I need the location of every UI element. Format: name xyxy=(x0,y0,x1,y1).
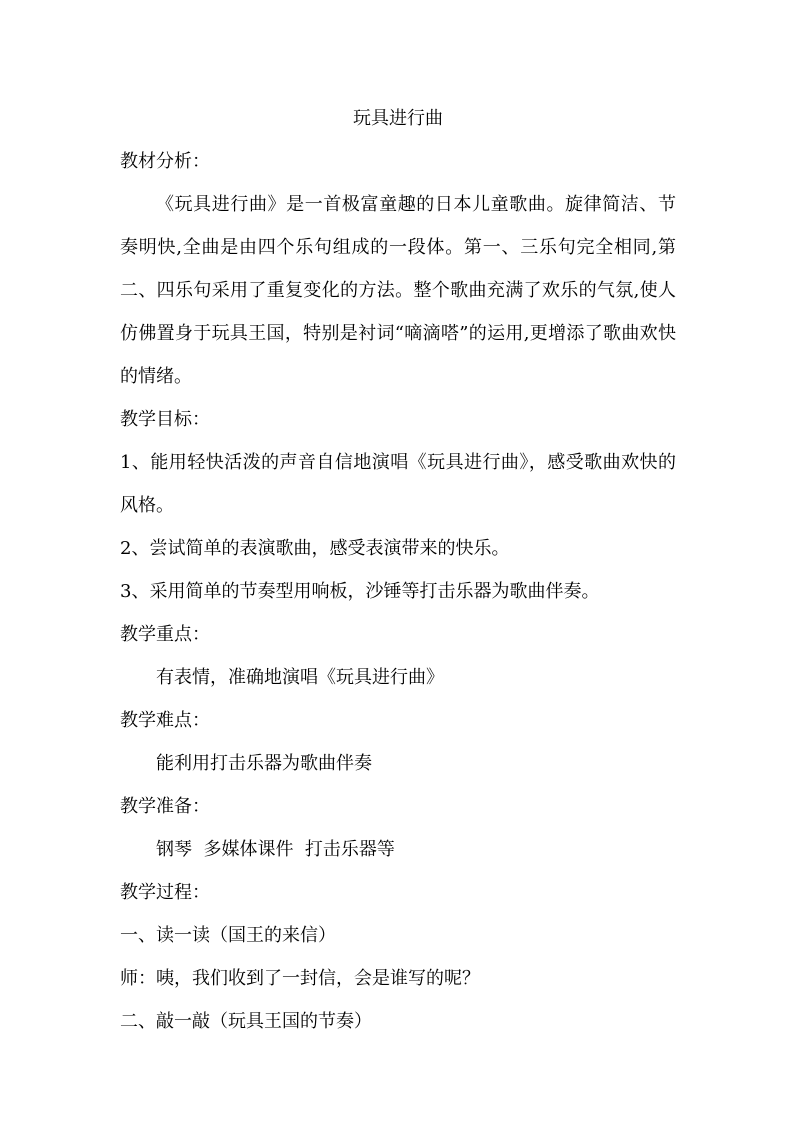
key-point-text: 有表情，准确地演唱《玩具进行曲》 xyxy=(156,667,444,688)
analysis-paragraph: 《玩具进行曲》是一首极富童趣的日本儿童歌曲。旋律简洁、节奏明快,全曲是由四个乐句组成的一段体。第一、三乐句完全相同,第二、四乐句采用了重复变化的方法。整个歌曲充满了欢乐的气氛,使人仿佛置身于玩具王国，特别是衬词“嘀滴嗒”的运用,更增添了歌曲欢快的情绪。 xyxy=(120,194,676,387)
process-step-1-teacher-line: 师：咦，我们收到了一封信，会是谁写的呢？ xyxy=(120,968,480,989)
difficulty-text: 能利用打击乐器为歌曲伴奏 xyxy=(156,753,372,774)
page-title: 玩具进行曲 xyxy=(353,108,443,129)
process-step-1: 一、读一读（国王的来信） xyxy=(120,925,336,946)
process-step-2: 二、敲一敲（玩具王国的节奏） xyxy=(120,1011,372,1032)
difficulty-heading: 教学难点： xyxy=(120,710,210,731)
goals-heading: 教学目标： xyxy=(120,409,210,430)
goal-item-1: 1、能用轻快活泼的声音自信地演唱《玩具进行曲》，感受歌曲欢快的风格。 xyxy=(120,452,676,516)
goal-item-3: 3、采用简单的节奏型用响板，沙锤等打击乐器为歌曲伴奏。 xyxy=(120,581,600,602)
document-body xyxy=(120,97,676,1043)
analysis-heading: 教材分析： xyxy=(120,151,210,172)
preparation-text: 钢琴 多媒体课件 打击乐器等 xyxy=(156,839,395,860)
preparation-heading: 教学准备： xyxy=(120,796,210,817)
goal-item-2: 2、尝试简单的表演歌曲，感受表演带来的快乐。 xyxy=(120,538,510,559)
process-heading: 教学过程： xyxy=(120,882,210,903)
key-point-heading: 教学重点： xyxy=(120,624,210,645)
